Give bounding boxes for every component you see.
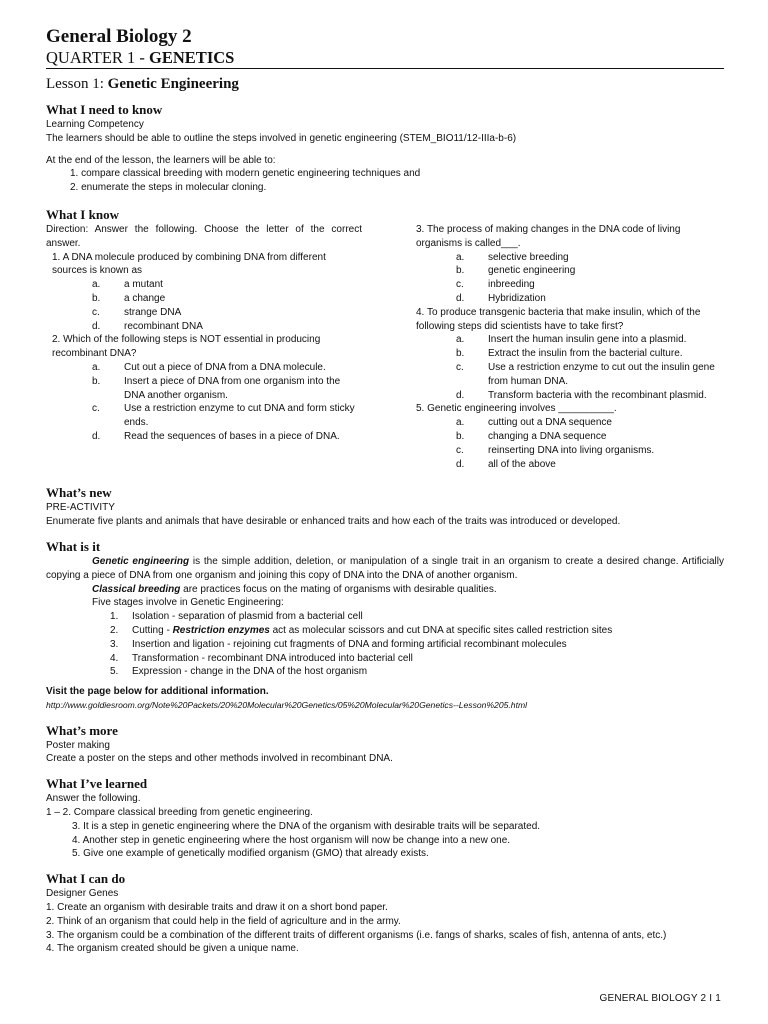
stage-item: 5. Expression - change in the DNA of the host organism [110, 666, 368, 678]
quiz-option: a. cutting out a DNA sequence [456, 417, 612, 429]
heading-what-i-can-do: What I can do [46, 871, 126, 887]
quiz-columns [46, 223, 724, 471]
genetic-engineering-definition: Genetic engineering is the simple addition, deletion, or manipulation of a single trait in an organism to create a desired change. Artificially copying a piece of DNA from one organism and joining this copy of DNA into the DNA of another organism. [46, 555, 724, 581]
page-footer: GENERAL BIOLOGY 2 I 1 [599, 993, 721, 1004]
quiz-left-column [46, 223, 362, 471]
quiz-question: 2. Which of the following steps is NOT essential in producing recombinant DNA? [52, 334, 321, 360]
quiz-option: a. a mutant [92, 279, 163, 291]
quiz-question: 4. To produce transgenic bacteria that make insulin, which of the following steps did scientists have to take first? [416, 306, 701, 332]
heading-what-is-it: What is it [46, 538, 101, 554]
objectives-intro: At the end of the lesson, the learners will be able to: [46, 154, 276, 166]
quiz-option: b. Extract the insulin from the bacterial culture. [456, 348, 683, 360]
classical-breeding-definition: Classical breeding are practices focus on the mating of organisms with desirable qualities. [92, 583, 497, 595]
stage-item: 3. Insertion and ligation - rejoining cut fragments of DNA and forming artificial recombinant molecules [110, 638, 567, 650]
competency-text: The learners should be able to outline the steps involved in genetic engineering (STEM_BIO11/12-IIIa-b-6) [46, 132, 517, 144]
competency-label: Learning Competency [46, 119, 144, 130]
document-page [46, 26, 724, 956]
objective-item: 2. enumerate the steps in molecular cloning. [70, 182, 267, 194]
quiz-option: d. Read the sequences of bases in a piece of DNA. [92, 430, 340, 442]
quiz-option: c. Use a restriction enzyme to cut DNA and form sticky ends. [92, 403, 355, 429]
can-do-item: 4. The organism created should be given a unique name. [46, 943, 299, 955]
pre-activity-label: PRE-ACTIVITY [46, 502, 115, 514]
quarter-title: QUARTER 1 - GENETICS [46, 48, 724, 69]
designer-genes-label: Designer Genes [46, 888, 119, 900]
learned-item: 1 – 2. Compare classical breeding from genetic engineering. [46, 807, 313, 819]
learned-intro: Answer the following. [46, 793, 141, 805]
quiz-option: d. Hybridization [456, 292, 546, 304]
can-do-item: 3. The organism could be a combination of the different traits of different organisms (i.e. fangs of sharks, scales of fish, antenna of ants, etc.) [46, 929, 667, 941]
quiz-option: c. reinserting DNA into living organisms. [456, 444, 655, 456]
heading-what-i-know: What I know [46, 206, 119, 222]
quiz-question: 1. A DNA molecule produced by combining DNA from different sources is known as [52, 251, 326, 277]
quiz-option: c. Use a restriction enzyme to cut out the insulin gene from human DNA. [456, 361, 715, 387]
quiz-direction: Direction: Answer the following. Choose the letter of the correct answer. [46, 223, 362, 249]
poster-text: Create a poster on the steps and other methods involved in recombinant DNA. [46, 753, 393, 765]
heading-whats-more: What’s more [46, 722, 118, 738]
heading-whats-new: What’s new [46, 485, 112, 501]
quiz-option: c. strange DNA [92, 306, 182, 318]
stages-intro: Five stages involve in Genetic Engineering: [92, 597, 284, 609]
quiz-question: 3. The process of making changes in the DNA code of living organisms is called___. [416, 223, 681, 249]
learned-item: 4. Another step in genetic engineering where the host organism will now be change into a new one. [72, 834, 511, 846]
learned-item: 3. It is a step in genetic engineering where the DNA of the organism with desirable traits will be separated. [72, 820, 541, 832]
quiz-option: c. inbreeding [456, 279, 535, 291]
quiz-option: a. selective breeding [456, 251, 569, 263]
quiz-option: b. Insert a piece of DNA from one organism into the DNA another organism. [92, 375, 341, 401]
quiz-option: d. Transform bacteria with the recombinant plasmid. [456, 389, 707, 401]
visit-note: Visit the page below for additional information. [46, 686, 269, 698]
quiz-option: d. all of the above [456, 458, 556, 470]
reference-link[interactable]: http://www.goldiesroom.org/Note%20Packets/20%20Molecular%20Genetics/05%20Molecular%20Genetics--Lesson%205.html [46, 699, 528, 710]
quiz-option: d. recombinant DNA [92, 320, 203, 332]
poster-label: Poster making [46, 739, 110, 751]
quiz-option: a. Insert the human insulin gene into a plasmid. [456, 334, 687, 346]
quiz-option: a. Cut out a piece of DNA from a DNA molecule. [92, 361, 326, 373]
subject-title: General Biology 2 [46, 26, 192, 47]
quiz-option: b. genetic engineering [456, 265, 576, 277]
lesson-title: Lesson 1: Genetic Engineering [46, 76, 239, 92]
pre-activity-text: Enumerate five plants and animals that have desirable or enhanced traits and how each of the traits was introduced or developed. [46, 516, 621, 528]
quiz-option: b. a change [92, 292, 166, 304]
quiz-question: 5. Genetic engineering involves __________. [416, 403, 617, 415]
can-do-item: 2. Think of an organism that could help in the field of agriculture and in the army. [46, 915, 401, 927]
can-do-item: 1. Create an organism with desirable traits and draw it on a short bond paper. [46, 902, 388, 914]
learned-item: 5. Give one example of genetically modified organism (GMO) that already exists. [72, 848, 429, 860]
stage-item: 1. Isolation - separation of plasmid from a bacterial cell [110, 611, 363, 623]
objective-item: 1. compare classical breeding with modern genetic engineering techniques and [70, 168, 421, 180]
stage-item: 4. Transformation - recombinant DNA introduced into bacterial cell [110, 652, 413, 664]
stage-item: 2. Cutting - Restriction enzymes act as molecular scissors and cut DNA at specific sites called restriction sites [110, 624, 613, 636]
quiz-option: b. changing a DNA sequence [456, 430, 607, 442]
heading-need-to-know: What I need to know [46, 102, 163, 117]
heading-what-ive-learned: What I’ve learned [46, 776, 148, 792]
quiz-right-column [408, 223, 724, 471]
